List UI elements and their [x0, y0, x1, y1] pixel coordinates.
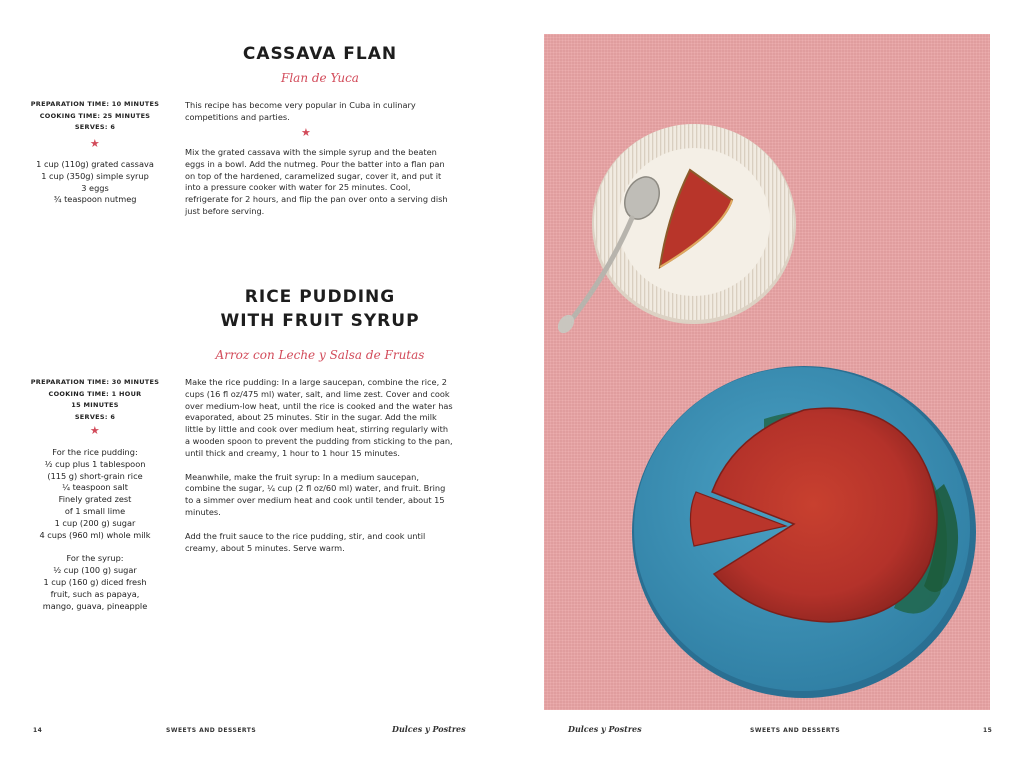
dessert-photo: [544, 34, 990, 710]
flan-method-text: Mix the grated cassava with the simple syrup and the beaten eggs in a bowl. Add the nutmeg. Pour the batter into a flan pan on top of the hardened, caramelized sugar, cover it, and put it into a pressure cooker with water for 25 minutes. Cool, refrigerate for 2 hours, and flip the pan over onto a serving dish just before serving.: [185, 147, 448, 216]
list-item: fruit, such as papaya,: [50, 588, 140, 599]
flan-subtitle: Flan de Yuca: [281, 71, 359, 85]
pudding-para3: Add the fruit sauce to the rice pudding, stir, and cook until creamy, about 5 minutes. Serve warm.: [185, 530, 426, 553]
pudding-title-line1: RICE PUDDING: [244, 287, 396, 307]
pudding-ingredients: [20, 447, 170, 612]
running-header-left: SWEETS AND DESSERTS: [166, 727, 257, 734]
flan-serves: SERVES: 6: [74, 123, 116, 131]
list-item: 1 cup (110g) grated cassava: [36, 159, 154, 169]
flan-method: [185, 147, 453, 230]
list-item: 4 cups (960 ml) whole milk: [39, 529, 151, 540]
flan-ingredients: [20, 159, 170, 206]
pudding-para1: Make the rice pudding: In a large saucepan, combine the rice, 2 cups (16 fl oz/475 ml) water, salt, and lime zest. Cover and cook over medium-low heat, until the rice is cooked and the water has evaporated, about 25 minutes. Stir in the sugar. Add the milk little by little and cook over medium heat, stirring regularly with a wooden spoon to prevent the pudding from sticking to the pan, until thick and creamy, 1 hour to 1 hour 15 minutes.: [185, 377, 453, 458]
list-item: ¼ teaspoon salt: [62, 482, 128, 493]
flan-title: CASSAVA FLAN: [242, 44, 398, 64]
pudding-cook-time: COOKING TIME: 1 HOUR: [48, 389, 142, 398]
running-header-right: SWEETS AND DESSERTS: [750, 727, 841, 734]
pudding-prep-time: PREPARATION TIME: 30 MINUTES: [30, 378, 160, 386]
list-item: of 1 small lime: [64, 505, 126, 516]
pudding-title-line2: WITH FRUIT SYRUP: [220, 311, 420, 331]
running-script-left: Dulces y Postres: [392, 724, 466, 734]
flan-meta: [20, 99, 170, 150]
list-item: 1 cup (160 g) diced fresh: [43, 576, 147, 587]
pudding-title: [185, 285, 455, 333]
star-icon: ★: [301, 126, 311, 139]
list-item: Finely grated zest: [58, 494, 132, 505]
list-item: ½ cup (100 g) sugar: [53, 565, 137, 576]
list-item: 3 eggs: [81, 182, 109, 193]
pudding-serves: SERVES: 6: [74, 412, 116, 421]
flan-intro-text: This recipe has become very popular in Cuba in culinary competitions and parties.: [185, 100, 416, 122]
star-icon: ★: [89, 424, 101, 437]
list-item: ¾ teaspoon nutmeg: [53, 194, 137, 205]
running-script-right: Dulces y Postres: [568, 724, 642, 734]
list-item: 1 cup (200 g) sugar: [54, 517, 136, 528]
dessert-illustration: [544, 34, 990, 710]
star-icon: ★: [89, 136, 101, 150]
pudding-meta: [20, 377, 170, 437]
pudding-para2: Meanwhile, make the fruit syrup: In a medium saucepan, combine the sugar, ¼ cup (2 fl oz/60 ml) water, and fruit. Bring to a simmer over medium heat and cook until tender, about 15 minutes.: [185, 471, 446, 517]
pudding-subtitle: Arroz con Leche y Salsa de Frutas: [215, 348, 425, 362]
flan-prep-time: PREPARATION TIME: 10 MINUTES: [30, 100, 160, 108]
flan-cook-time: COOKING TIME: 25 MINUTES: [39, 111, 151, 120]
page-number-right: 15: [983, 727, 993, 734]
list-item: (115 g) short-grain rice: [47, 470, 143, 481]
list-item: 1 cup (350g) simple syrup: [41, 170, 149, 181]
list-item: ½ cup plus 1 tablespoon: [44, 458, 146, 469]
page-number-left: 14: [33, 727, 43, 734]
flan-intro: [185, 100, 453, 136]
pudding-cook-time-cont: 15 MINUTES: [71, 401, 119, 409]
list-item: For the rice pudding:: [52, 447, 138, 457]
pudding-method: [185, 377, 453, 566]
list-item: For the syrup:: [66, 553, 124, 564]
list-item: mango, guava, pineapple: [42, 600, 148, 611]
